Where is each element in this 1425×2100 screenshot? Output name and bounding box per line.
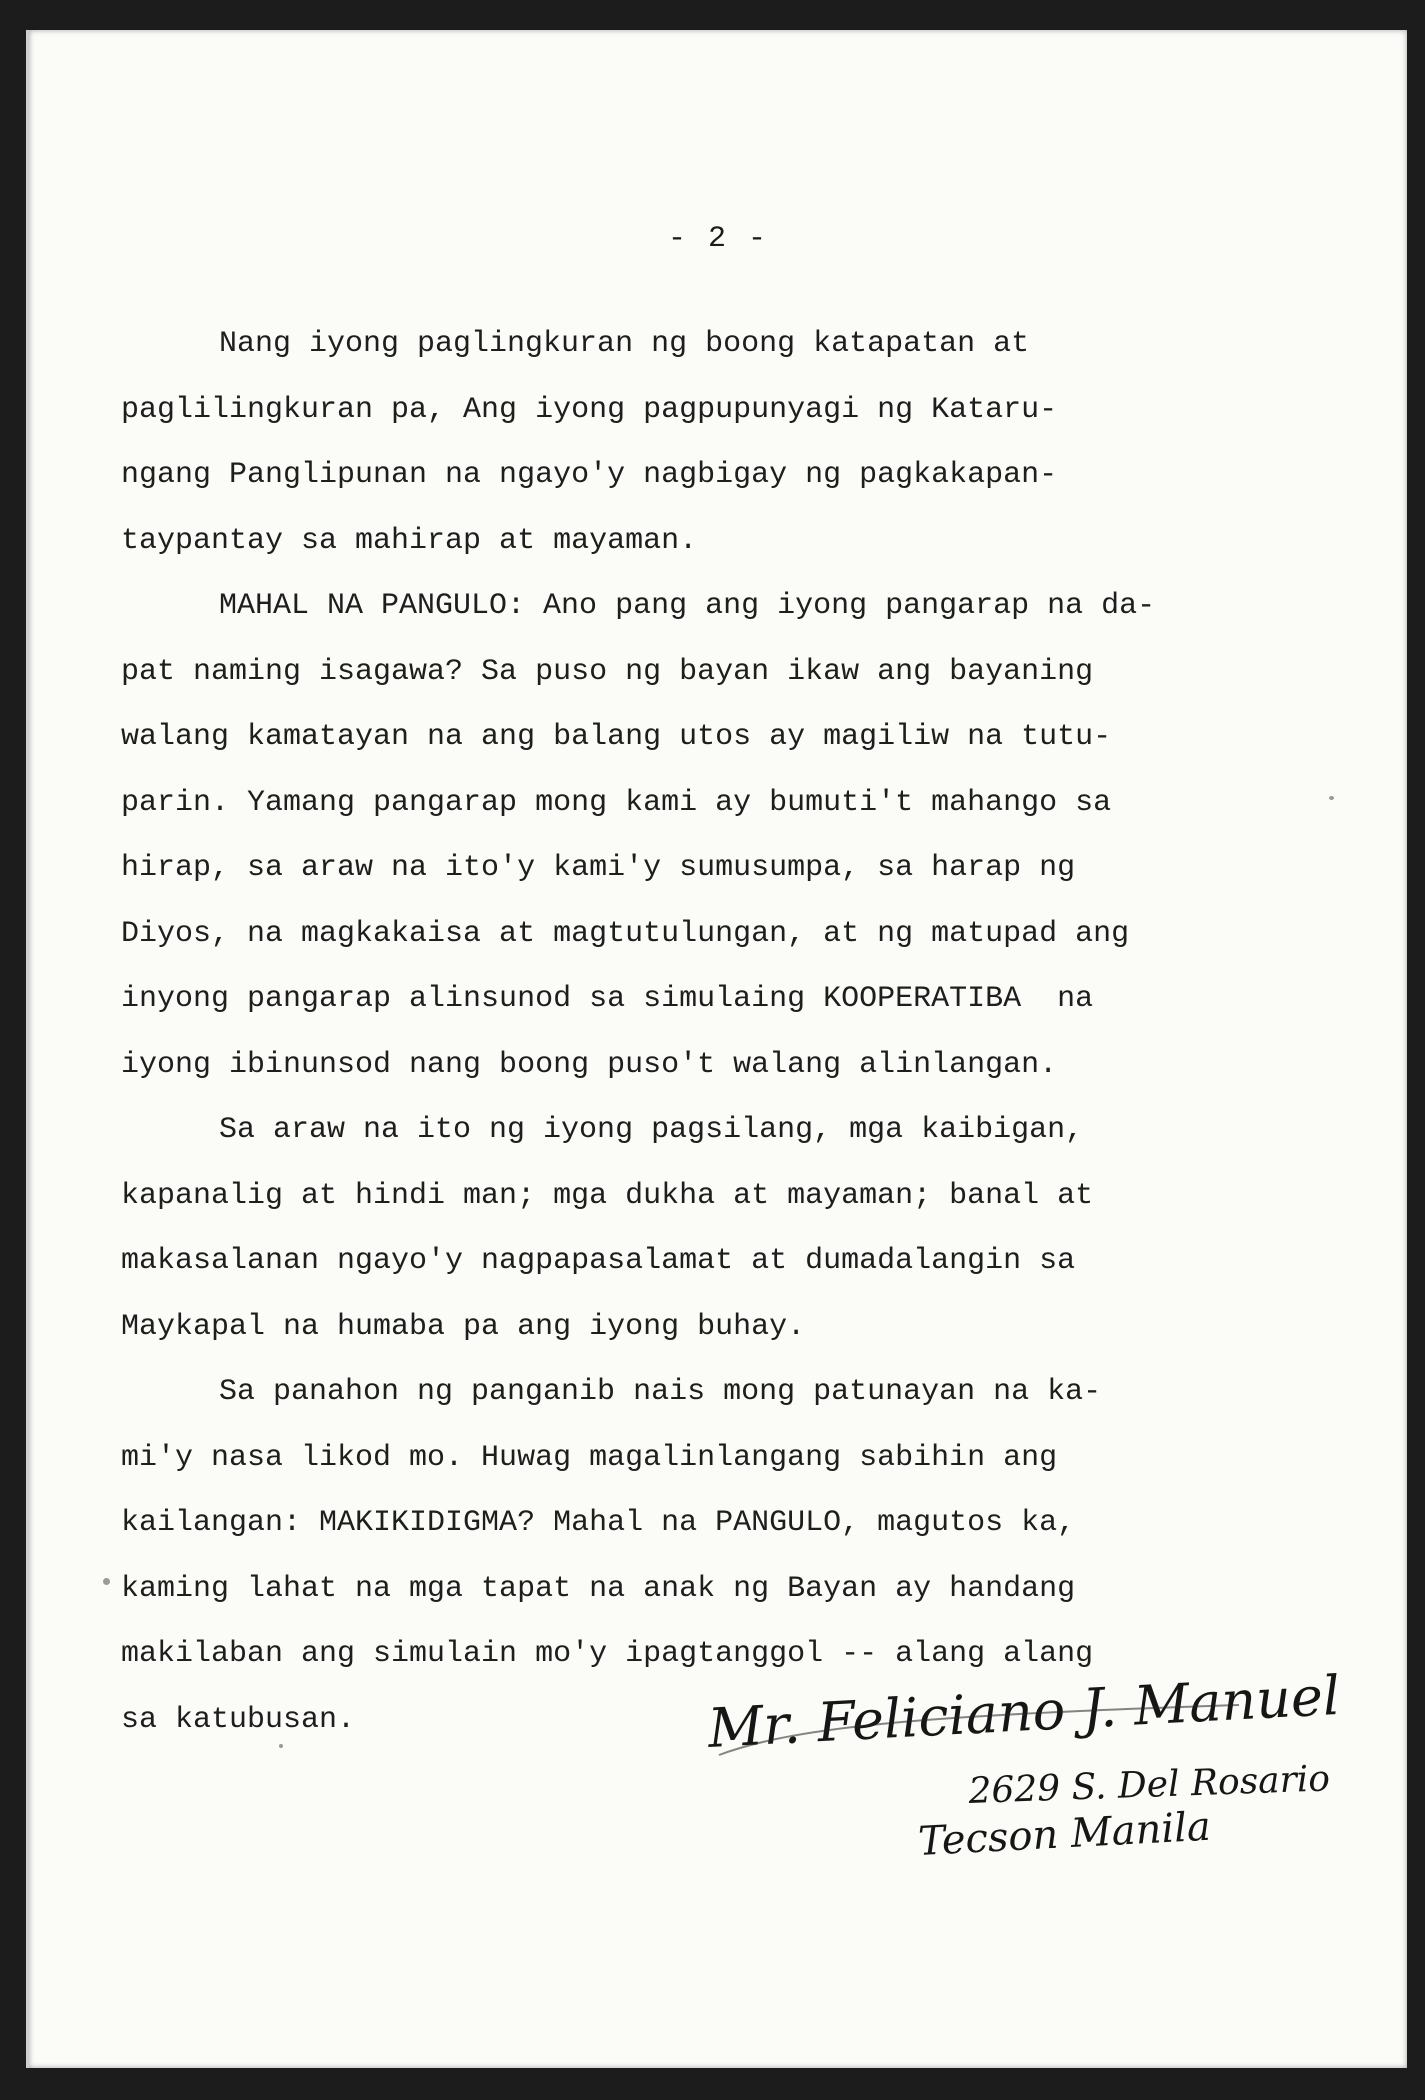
page-number: - 2 -: [667, 222, 768, 256]
text-line: mi'y nasa likod mo. Huwag magalinlangang sabihin ang: [121, 1440, 1058, 1475]
text-line: sa katubusan.: [121, 1702, 356, 1737]
signature-drawing: [679, 1663, 1425, 1885]
typed-body-text: [121, 312, 1371, 1753]
signature-name: Mr. Feliciano J. Manuel: [706, 1663, 1342, 1760]
text-line: Nang iyong paglingkuran ng boong katapatan at: [219, 327, 1030, 361]
text-line: walang kamatayan na ang balang utos ay magiliw na tutu-: [121, 720, 1112, 754]
text-line: iyong ibinunsod nang boong puso't walang alinlangan.: [121, 1047, 1058, 1082]
text-line: makasalanan ngayo'y nagpapasalamat at dumadalangin sa: [121, 1244, 1076, 1278]
text-line: ngang Panglipunan na ngayo'y nagbigay ng pagkakapan-: [121, 458, 1058, 492]
text-line: Sa panahon ng panganib nais mong patunayan na ka-: [219, 1375, 1102, 1409]
text-line: kaming lahat na mga tapat na anak ng Bayan ay handang: [121, 1571, 1076, 1606]
paper-speck: [103, 1578, 110, 1585]
text-line: kapanalig at hindi man; mga dukha at mayaman; banal at: [121, 1178, 1094, 1213]
text-line: Diyos, na magkakaisa at magtutulungan, at ng matupad ang: [121, 916, 1130, 951]
paper-speck: [1329, 796, 1334, 800]
signature-address-line2: Tecson Manila: [917, 1803, 1212, 1865]
document-page: [26, 30, 1407, 2068]
text-line: paglilingkuran pa, Ang iyong pagpupunyagi ng Kataru-: [121, 392, 1058, 427]
text-line: kailangan: MAKIKIDIGMA? Mahal na PANGULO, magutos ka,: [121, 1506, 1076, 1540]
text-line: makilaban ang simulain mo'y ipagtanggol -- alang alang: [121, 1637, 1094, 1671]
text-line: MAHAL NA PANGULO: Ano pang ang iyong pangarap na da-: [219, 589, 1156, 623]
signature-address-line1: 2629 S. Del Rosario: [967, 1758, 1331, 1812]
text-line: parin. Yamang pangarap mong kami ay bumuti't mahango sa: [121, 785, 1112, 820]
paper-speck: [279, 1744, 283, 1748]
text-line: pat naming isagawa? Sa puso ng bayan ikaw ang bayaning: [121, 654, 1094, 689]
handwritten-signature: [679, 1663, 1425, 1885]
text-line: inyong pangarap alinsunod sa simulaing KOOPERATIBA na: [121, 982, 1094, 1016]
text-line: taypantay sa mahirap at mayaman.: [121, 523, 698, 558]
text-line: Sa araw na ito ng iyong pagsilang, mga kaibigan,: [219, 1113, 1084, 1147]
text-line: hirap, sa araw na ito'y kami'y sumusumpa, sa harap ng: [121, 851, 1076, 885]
text-line: Maykapal na humaba pa ang iyong buhay.: [121, 1309, 806, 1344]
